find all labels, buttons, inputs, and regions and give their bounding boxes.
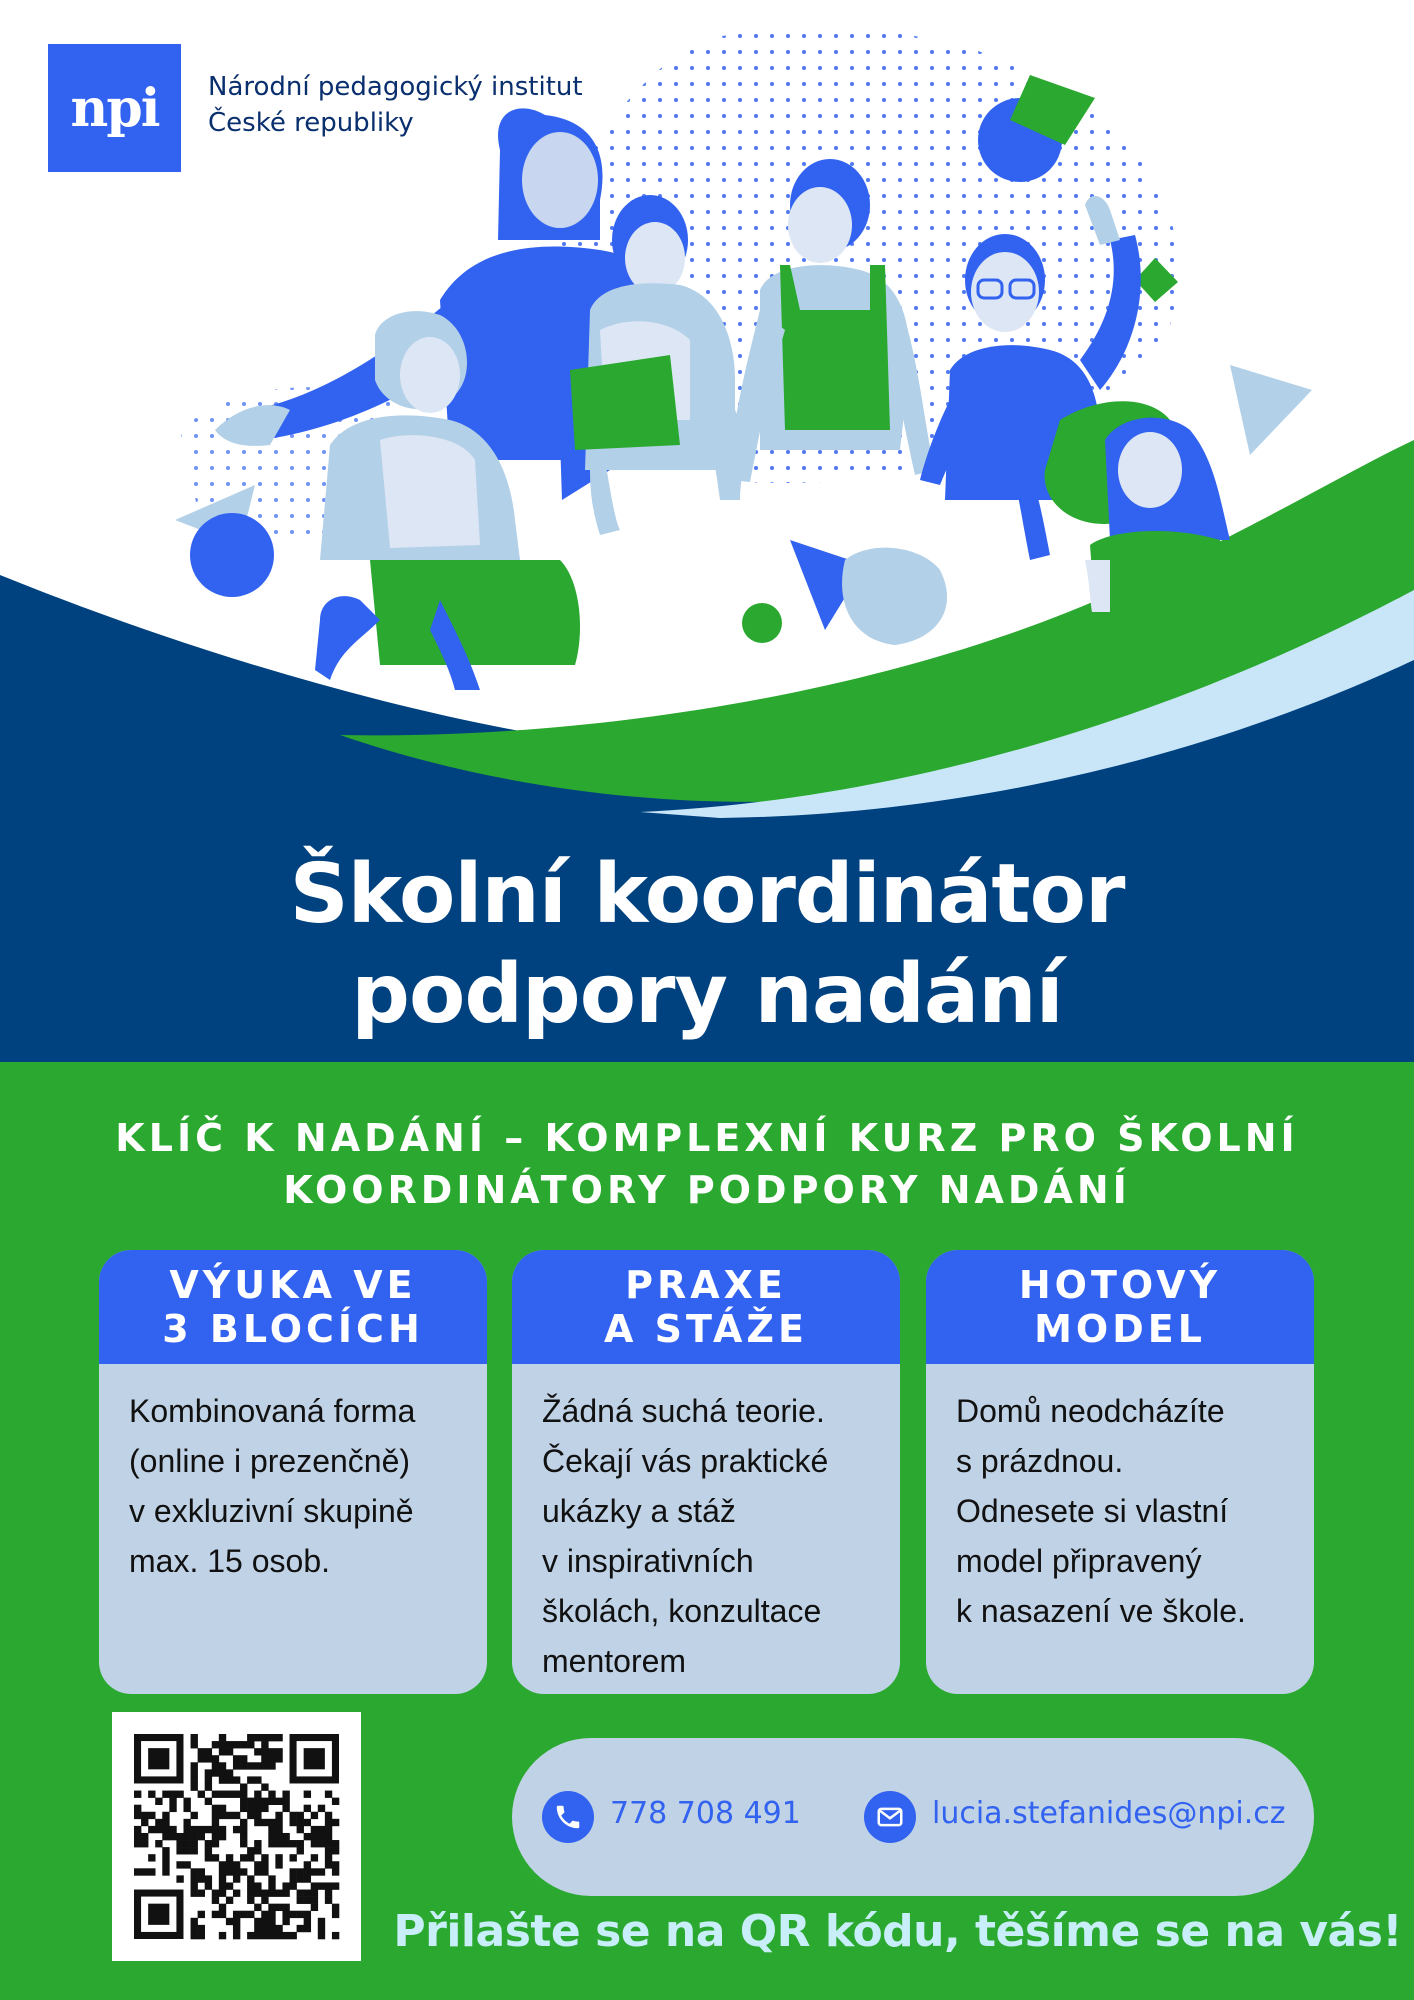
card-header-line: MODEL [1034,1307,1206,1351]
call-to-action: Přilašte se na QR kódu, těšíme se na vás! [393,1906,1402,1957]
phone-icon [542,1791,594,1843]
org-name-line2: České republiky [208,108,414,138]
course-subtitle [0,1112,1414,1216]
org-name-line1: Národní pedagogický institut [208,72,583,102]
card-text-line: max. 15 osob. [129,1543,330,1579]
card-text-line: v inspirativních [542,1543,754,1579]
info-card-model [926,1250,1314,1694]
contact-bar [512,1738,1314,1896]
card-header-line: HOTOVÝ [1018,1263,1222,1307]
logo-text: npi [70,77,159,139]
npi-logo [48,44,181,172]
subtitle-line1: KLÍČ K NADÁNÍ – KOMPLEXNÍ KURZ PRO ŠKOLNÍ [115,1116,1299,1160]
card-header-line: A STÁŽE [604,1307,808,1351]
card-header-line: PRAXE [625,1263,787,1307]
card-text-line: Domů neodcházíte [956,1393,1225,1429]
card-text-line: školách, konzultace [542,1593,822,1629]
card-header [512,1250,900,1364]
card-text-line: ukázky a stáž [542,1493,736,1529]
card-body [512,1364,900,1686]
subtitle-line2: KOORDINÁTORY PODPORY NADÁNÍ [283,1168,1131,1212]
card-body [99,1364,487,1586]
card-text-line: Čekají vás praktické [542,1443,829,1479]
page-title [0,845,1414,1045]
card-text-line: Žádná suchá teorie. [542,1393,825,1429]
card-header-line: 3 BLOCÍCH [162,1307,424,1351]
info-card-teaching [99,1250,487,1694]
card-text-line: mentorem [542,1643,687,1679]
email-address[interactable]: lucia.stefanides@npi.cz [932,1796,1286,1831]
card-text-line: k nasazení ve škole. [956,1593,1246,1629]
info-card-practice [512,1250,900,1694]
card-text-line: Odnesete si vlastní [956,1493,1229,1529]
phone-number[interactable]: 778 708 491 [610,1796,801,1831]
card-text-line: (online i prezenčně) [129,1443,411,1479]
title-line1: Školní koordinátor [289,847,1125,942]
card-header [99,1250,487,1364]
mail-icon [864,1791,916,1843]
card-text-line: s prázdnou. [956,1443,1124,1479]
qr-code[interactable] [112,1712,361,1961]
card-header-line: VÝUKA VE [169,1263,417,1307]
qr-code-graphic [112,1712,361,1961]
card-header [926,1250,1314,1364]
card-text-line: model připravený [956,1543,1202,1579]
card-text-line: Kombinovaná forma [129,1393,416,1429]
card-body [926,1364,1314,1636]
title-line2: podpory nadání [351,947,1063,1042]
card-text-line: v exkluzivní skupině [129,1493,414,1529]
